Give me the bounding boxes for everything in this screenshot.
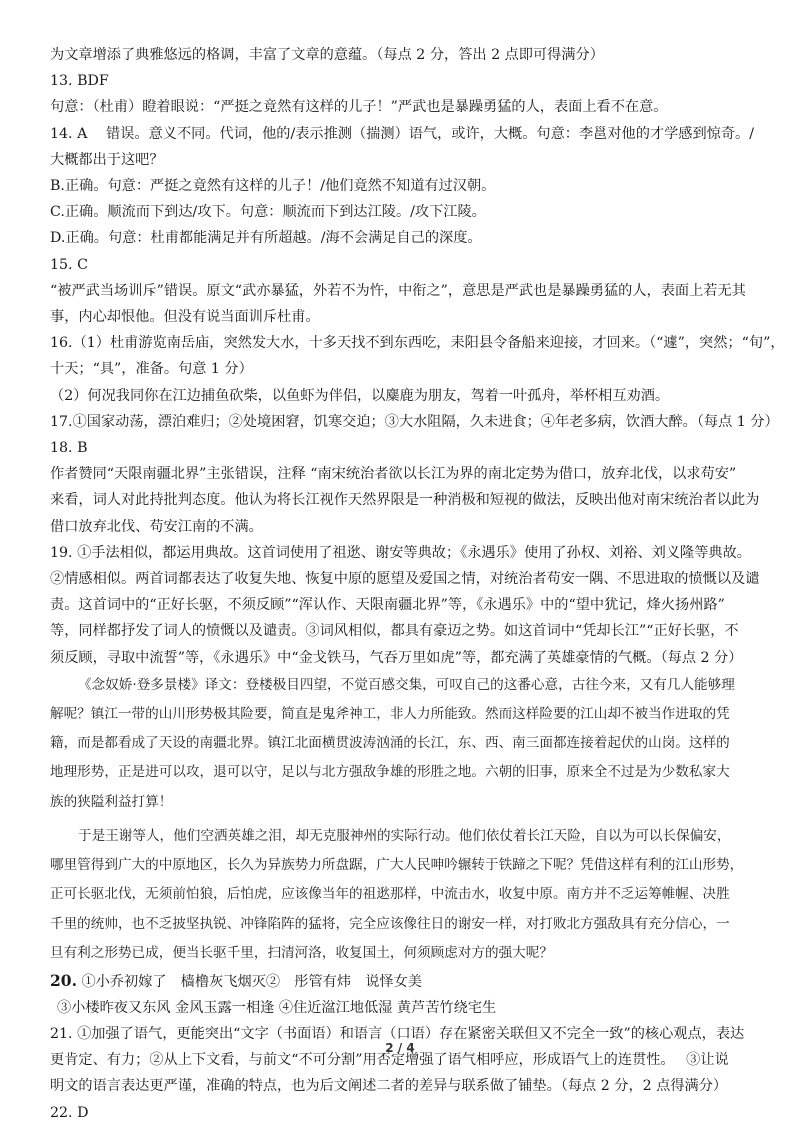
text-line: 来看，词人对此持批判态度。他认为将长江视作天然界限是一种消极和短视的做法，反映出他对南宋统治者以此为 [50,492,760,509]
answer-21-header: 21. ①加强了语气，更能突出“文字（书面语）和语言（口语）存在紧密关联但又不完全一致”的核心观点，表达 [50,1025,745,1042]
text-line: 十天；“具”，准备。句意 1 分） [50,361,253,378]
answer-20 [50,968,762,1021]
answer-block-bottom [50,1021,762,1126]
answer-14-header: 14. A 错误。意义不同。代词，他的/表示推测（揣测）语气，或许，大概。句意：李邕对他的才学感到惊奇。/ [50,125,755,142]
text-line: “被严武当场训斥”错误。原文“武亦暴猛，外若不为忤，中衔之”，意思是严武也是暴躁勇猛的人，表面上若无其 [50,282,746,299]
text-line: 句意：（杜甫）瞪着眼说：“严挺之竟然有这样的儿子！”严武也是暴躁勇猛的人，表面上看不在意。 [50,99,668,116]
answer-20-line-1 [50,968,762,995]
answer-20-text: ①小乔初嫁了 樯橹灰飞烟灭② 彤管有炜 说怿女美 [76,973,422,990]
translation-line: 千里的统帅，也不乏披坚执锐、冲锋陷阵的猛将，完全应该像往日的谢安一样，对打败北方强敌具有充分信心，一 [50,915,730,932]
text-line: 等，同样都抒发了词人的愤慨以及谴责。③词风相似，都具有豪迈之势。如这首词中“凭却长江”“正好长驱，不 [50,623,739,640]
translation-line: 《念奴娇·登多景楼》译文：登楼极目四望，不觉百感交集，可叹自己的这番心意，古往今来，又有几人能够理 [78,676,735,693]
text-line: 为文章增添了典雅悠远的格调，丰富了文章的意蕴。（每点 2 分，答出 2 点即可得满分） [50,47,604,63]
text-line: 借口放弃北伐、苟安江南的不满。 [50,518,263,535]
page-number: 2 / 4 [385,1041,415,1055]
answer-22-header: 22. D [50,1104,89,1121]
text-line: 明文的语言表达更严谨，准确的特点，也为后文阐述二者的差异与联系做了铺垫。（每点 2 分，2 点得满分） [50,1078,728,1095]
answer-block-top [50,42,785,671]
text-line: ②情感相似。两首词都表达了收复失地、恢复中原的愿望及爱国之情，对统治者苟安一隅、不思进取的愤慨以及谴 [50,571,760,588]
translation-line: 族的狭隘利益打算！ [50,793,173,810]
translation-paragraph-2 [50,822,762,968]
answer-16-header: 16.（1）杜甫游览南岳庙，突然发大水，十多天找不到东西吃，耒阳县令备船来迎接，才回来。（“遽”，突然；“旬”， [50,335,785,352]
translation-line: 解呢？镇江一带的山川形势极其险要，简直是鬼斧神工，非人力所能致。然而这样险要的江山却不被当作进取的凭 [50,706,730,723]
translation-line: 正可长驱北伐，无须前怕狼，后怕虎，应该像当年的祖逖那样，中流击水，收复中原。南方并不乏运筹帷幄、决胜 [50,886,730,903]
translation-paragraph-1 [50,671,762,817]
text-line: 须反顾，寻取中流誓”等，《永遇乐》中“金戈铁马，气吞万里如虎”等，都充满了英雄豪情的气概。（每点 2 分） [50,649,743,666]
answer-20-number: 20. [50,970,77,990]
answer-18-header: 18. B [50,440,88,457]
translation-line: 哪里管得到广大的中原地区，长久为异族势力所盘踞，广大人民呻吟辗转于铁蹄之下呢？凭借这样有利的江山形势， [50,857,744,874]
answer-20-line-2: ③小楼昨夜又东风 金风玉露一相逢 ④住近湓江地低湿 黄芦苦竹绕宅生 [57,999,497,1016]
text-line: D.正确。句意：杜甫都能满足并有所超越。/海不会满足自己的深度。 [50,230,482,247]
translation-line: 籍，而是都看成了天设的南疆北界。镇江北面横贯波涛汹涌的长江，东、西、南三面都连接着起伏的山岗。这样的 [50,735,730,752]
text-line: 大概都出于这吧？ [50,151,164,168]
text-line: 作者赞同“天限南疆北界”主张错误，注释 “南宋统治者欲以长江为界的南北定势为借口，放弃北伐，以求苟安” [50,466,737,483]
translation-line: 旦有利之形势已成，便当长驱千里，扫清河洛，收复国土，何须顾虑对方的强大呢？ [50,944,553,961]
translation-line: 于是王谢等人，他们空洒英雄之泪，却无克服神州的实际行动。他们依仗着长江天险，自以为可以长保偏安， [78,827,731,844]
text-line: 责。这首词中的“正好长驱，不须反顾”“浑认作、天限南疆北界”等，《永遇乐》中的“望中犹记，烽火扬州路” [50,597,725,614]
answer-17: 17.①国家动荡，漂泊难归；②处境困窘，饥寒交迫；③大水阻隔，久未进食；④年老多病，饮酒大醉。（每点 1 分） [50,413,779,430]
answer-19-header: 19. ①手法相似，都运用典故。这首词使用了祖逖、谢安等典故；《永遇乐》使用了孙权、刘裕、刘义隆等典故。 [50,544,751,561]
answer-13-header: 13. BDF [50,73,109,90]
translation-line: 地理形势，正是进可以攻，退可以守，足以与北方强敌争雄的形胜之地。六朝的旧事，原来全不过是为少数私家大 [50,764,730,781]
answer-15-header: 15. C [50,256,88,273]
text-line: 事，内心却恨他。但没有说当面训斥杜甫。 [50,309,320,326]
text-line: （2）何况我同你在江边捕鱼砍柴，以鱼虾为伴侣，以麋鹿为朋友，驾着一叶孤舟，举杯相互劝酒。 [50,387,670,404]
text-line: B.正确。句意：严挺之竟然有这样的儿子！/他们竟然不知道有过汉朝。 [50,178,496,195]
document-body [50,42,785,1126]
text-line: C.正确。顺流而下到达/攻下。句意：顺流而下到达江陵。/攻下江陵。 [50,204,486,221]
text-line: 更肯定、有力；②从上下文看，与前文“不可分割”用否定增强了语气相呼应，形成语气上的连贯性。 ③让说 [50,1052,729,1069]
